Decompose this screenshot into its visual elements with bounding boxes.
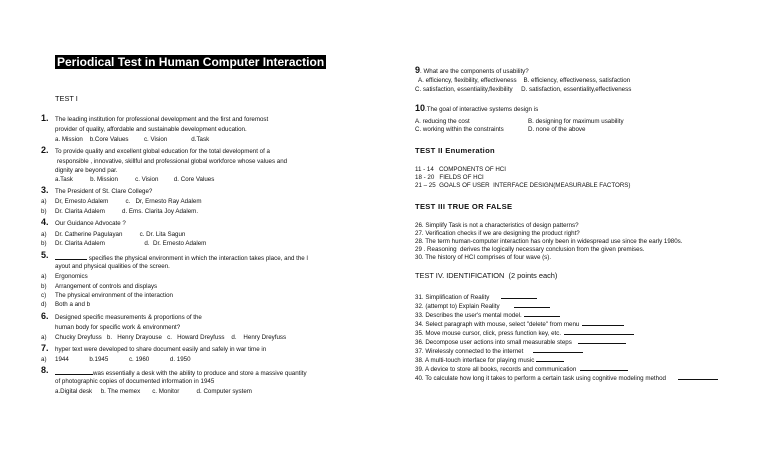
- answer-blank[interactable]: [582, 319, 624, 326]
- q5-option-b-label: b): [41, 283, 47, 290]
- q4-option-a-label: a): [41, 231, 47, 238]
- q9-options-1: A. efficiency, flexibility, effectiveness B. efficiency, effectiveness, satisfaction: [418, 77, 631, 84]
- q1-line1: The leading institution for professional development and the first and foremost: [55, 116, 269, 123]
- q8-options: a.Digital desk b. The memex c. Monitor d. Computer system: [55, 388, 252, 395]
- id-item-text: 33. Describes the user's mental model.: [415, 312, 522, 319]
- q5-text: [55, 253, 308, 263]
- q7-number: 7.: [41, 343, 49, 353]
- q6-line1: Designed specific measurements & proportions of the: [55, 314, 202, 321]
- q5-number: 5.: [41, 250, 49, 260]
- q5-option-c-label: c): [41, 292, 47, 299]
- q8-number: 8.: [41, 365, 49, 375]
- q2-number: 2.: [41, 145, 49, 155]
- q10-heading: [415, 104, 538, 114]
- answer-blank[interactable]: [533, 346, 583, 353]
- q9-options-2: C. satisfaction, essentiality,flexibility D. satisfaction, essentiality,effectiveness: [415, 86, 632, 93]
- q5-option-a: Ergonomics: [55, 273, 88, 280]
- q2-line2: responsible , innovative, skillful and professional global workforce whose values and: [57, 158, 288, 165]
- q5-line2: ayout and physical qualities of the screen.: [55, 263, 170, 270]
- id-item-text: 40. To calculate how long it takes to perform a certain task using cognitive modeling method: [415, 375, 666, 382]
- id-item-text: 34. Select paragraph with mouse, select "delete" from menu: [415, 321, 580, 328]
- q5-option-c: The physical environment of the interaction: [55, 292, 173, 299]
- answer-blank[interactable]: [514, 301, 550, 308]
- id-item-text: 32. (attempt to) Explain Reality: [415, 303, 500, 310]
- q9-heading: [415, 66, 529, 76]
- q5-option-d-label: d): [41, 301, 47, 308]
- q8-text: [55, 368, 307, 378]
- id-item-text: 38. A multi-touch interface for playing music: [415, 357, 535, 364]
- page-title: Periodical Test in Human Computer Interaction: [57, 55, 325, 69]
- id-item-text: 31. Simplification of Reality: [415, 294, 490, 301]
- enum-item: 11 - 14 COMPONENTS OF HCI: [415, 166, 506, 173]
- enum-item: 18 - 20 FIELDS OF HCI: [415, 174, 484, 181]
- q7-text: hyper text were developed to share document easily and safely in war time in: [55, 346, 267, 353]
- q10-option-d: D. none of the above: [528, 126, 586, 133]
- id-item-text: 36. Decompose user actions into small measurable steps: [415, 339, 572, 346]
- tf-item: 28. The term human-computer interaction has only been in widespread use since the early 1980s.: [415, 238, 683, 245]
- q10-number: 10: [415, 103, 426, 113]
- id-item-text: 37. Wirelessly connected to the internet: [415, 348, 524, 355]
- q10-option-c: C. working within the constraints: [415, 126, 504, 133]
- q10-text: .The goal of interactive systems design is: [425, 106, 539, 113]
- q6-line2: human body for specific work & environment?: [55, 324, 181, 331]
- q4-text: Our Guidance Advocate ?: [55, 220, 126, 227]
- answer-blank[interactable]: [578, 337, 626, 344]
- q7-options: 1944 b.1945 c. 1960 d. 1950: [55, 356, 191, 363]
- answer-blank[interactable]: [564, 328, 634, 335]
- q6-options: Chucky Dreyfuss b. Henry Drayouse c. Howard Dreyfuss d. Henry Dreyfuss: [55, 334, 287, 341]
- q9-text: . What are the components of usability?: [420, 68, 529, 75]
- q1-number: 1.: [41, 113, 49, 123]
- q1-options: a. Mission b.Core Values c. Vision d.Task: [55, 136, 210, 143]
- q8-line2: of photographic copies of documented information in 1945: [55, 378, 215, 385]
- q3-option-a: Dr, Ernesto Adalem c. Dr, Ernesto Ray Adalem: [55, 198, 202, 205]
- id-item-text: 35. Move mouse cursor, click, press function key, etc.: [415, 330, 562, 337]
- q7-option-a-label: a): [41, 356, 47, 363]
- test2-heading: TEST II Enumeration: [415, 146, 495, 155]
- q5-text-content: specifies the physical environment in which the interaction takes place, and the l: [88, 255, 308, 262]
- answer-blank[interactable]: [501, 292, 537, 299]
- q6-option-a-label: a): [41, 334, 47, 341]
- answer-blank[interactable]: [580, 364, 628, 371]
- test4-heading: TEST IV. IDENTIFICATION (2 points each): [415, 271, 558, 280]
- q5-option-d: Both a and b: [55, 301, 91, 308]
- q3-number: 3.: [41, 185, 49, 195]
- q9-number: 9: [415, 65, 421, 75]
- q3-option-b-label: b): [41, 208, 47, 215]
- q5-option-b: Arrangement of controls and displays: [55, 283, 158, 290]
- q8-blank[interactable]: [55, 368, 93, 375]
- id-item-text: 39. A device to store all books, records and communication: [415, 366, 577, 373]
- q10-option-b: B. designing for maximum usability: [528, 118, 624, 125]
- q4-option-b-label: b): [41, 240, 47, 247]
- id-item: [415, 373, 718, 383]
- q3-text: The President of St. Clare College?: [55, 188, 153, 195]
- test1-heading: TEST I: [55, 94, 78, 103]
- tf-item: 30. The history of HCI comprises of four wave (s).: [415, 254, 552, 261]
- test3-heading: TEST III TRUE OR FALSE: [415, 202, 513, 211]
- q8-text-content: was essentially a desk with the ability to produce and store a massive quantity: [93, 370, 307, 377]
- q3-option-b: Dr. Clarita Adalem d. Ems. Clarita Joy Adalem.: [55, 208, 199, 215]
- q10-option-a: A. reducing the cost: [415, 118, 470, 125]
- q2-options: a.Task b. Mission c. Vision d. Core Values: [55, 176, 215, 183]
- q6-number: 6.: [41, 311, 49, 321]
- answer-blank[interactable]: [678, 373, 718, 380]
- answer-blank[interactable]: [536, 355, 564, 362]
- q2-line3: dignity are beyond par.: [55, 167, 118, 174]
- q4-option-b: Dr. Clarita Adalem d. Dr. Ernesto Adalem: [55, 240, 207, 247]
- q4-option-a: Dr. Catherine Pagulayan c. Dr. Lita Sagun: [55, 231, 186, 238]
- tf-item: 26. Simplify Task is not a characteristics of design patterns?: [415, 222, 579, 229]
- enum-item: 21 – 25 GOALS OF USER INTERFACE DESIGN(MEASURABLE FACTORS): [415, 182, 631, 189]
- q3-option-a-label: a): [41, 198, 47, 205]
- q2-line1: To provide quality and excellent global education for the total development of a: [55, 148, 270, 155]
- q5-option-a-label: a): [41, 273, 47, 280]
- q4-number: 4.: [41, 217, 49, 227]
- answer-blank[interactable]: [524, 310, 560, 317]
- q5-blank[interactable]: [55, 253, 87, 260]
- q1-line2: provider of quality, affordable and sustainable development education.: [55, 126, 247, 133]
- tf-item: 29 . Reasoning derives the logically necessary conclusion from the given premises.: [415, 246, 645, 253]
- tf-item: 27. Verification checks if we are designing the product right?: [415, 230, 580, 237]
